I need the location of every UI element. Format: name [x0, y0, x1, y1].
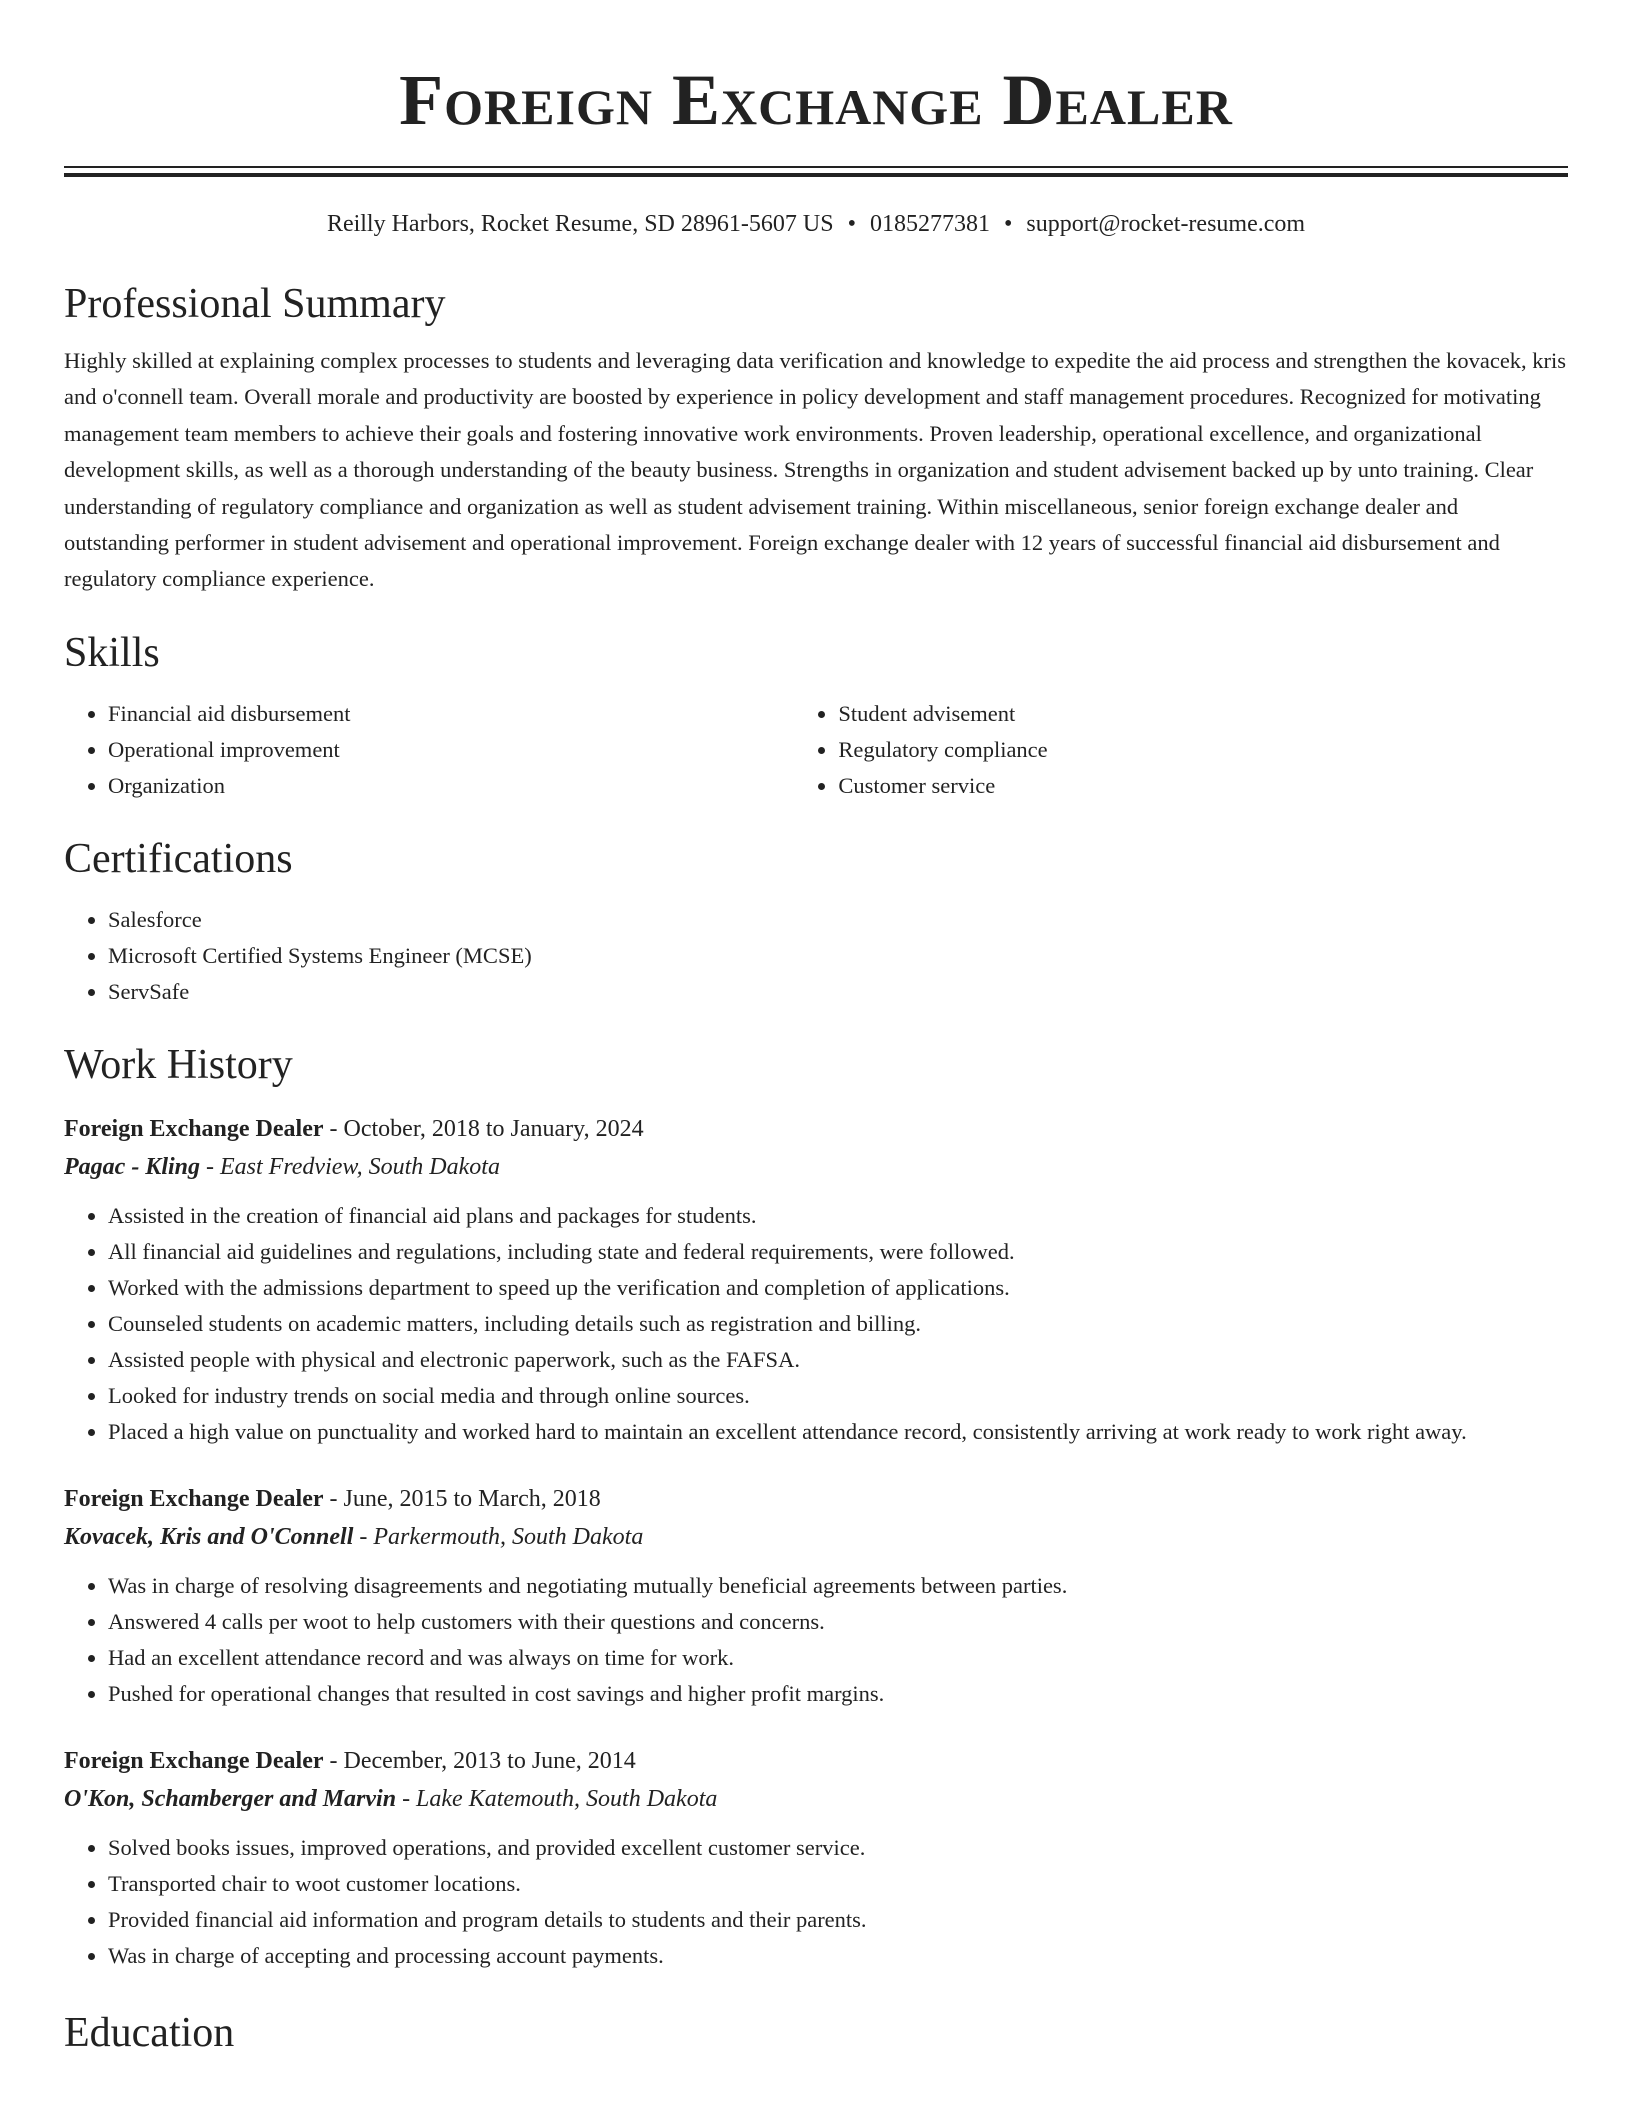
contact-address: Reilly Harbors, Rocket Resume, SD 28961-5607 US: [326, 211, 834, 237]
job-bullet: • Solved books issues, improved operations, and provided excellent customer service.: [108, 1830, 1568, 1866]
job-bullet: • Counseled students on academic matters, including details such as registration and billing.: [108, 1306, 1568, 1342]
job-location: - Lake Katemouth, South Dakota: [396, 1785, 718, 1812]
work-history-heading: Work History: [64, 1041, 293, 1088]
contact-line: [64, 209, 1568, 239]
job-bullet: • Was in charge of accepting and processing account payments.: [108, 1938, 1568, 1974]
job-bullet: • Was in charge of resolving disagreements and negotiating mutually beneficial agreements between parties.: [108, 1568, 1568, 1604]
job-dates: - December, 2013 to June, 2014: [323, 1747, 636, 1774]
job-bullet: • Had an excellent attendance record and was always on time for work.: [108, 1640, 1568, 1676]
job-bullet: • Assisted in the creation of financial aid plans and packages for students.: [108, 1198, 1568, 1234]
job-company-line: [64, 1148, 1568, 1186]
summary-heading: Professional Summary: [64, 281, 446, 327]
job-bullets: [64, 1568, 1568, 1712]
education-heading: Education: [64, 2009, 235, 2056]
job-bullet: • All financial aid guidelines and regulations, including state and federal requirements, were followed.: [108, 1234, 1568, 1270]
certifications-list: [64, 902, 1568, 1010]
job-company: O'Kon, Schamberger and Marvin: [64, 1785, 397, 1812]
certification-item: • Microsoft Certified Systems Engineer (MCSE): [108, 938, 1568, 974]
job-bullets: [64, 1198, 1568, 1450]
skill-item: • Regulatory compliance: [838, 732, 1568, 768]
resume-title: Foreign Exchange Dealer: [399, 60, 1233, 140]
job-entry: [64, 1480, 1568, 1712]
skill-item: • Organization: [108, 768, 794, 804]
job-entry: [64, 1110, 1568, 1450]
contact-email: support@rocket-resume.com: [1026, 211, 1306, 237]
certification-item: • ServSafe: [108, 974, 1568, 1010]
job-dates: - June, 2015 to March, 2018: [323, 1485, 601, 1512]
job-company: Pagac - Kling: [64, 1153, 200, 1180]
job-company: Kovacek, Kris and O'Connell: [64, 1523, 354, 1550]
job-bullet: • Looked for industry trends on social media and through online sources.: [108, 1378, 1568, 1414]
job-title-line: [64, 1742, 1568, 1780]
job-bullet: • Worked with the admissions department to speed up the verification and completion of applications.: [108, 1270, 1568, 1306]
job-title: Foreign Exchange Dealer: [64, 1747, 324, 1774]
certifications-heading: Certifications: [64, 835, 293, 882]
job-location: - Parkermouth, South Dakota: [353, 1523, 644, 1550]
skills-column-right: [794, 696, 1568, 804]
skill-item: • Student advisement: [838, 696, 1568, 732]
job-bullet: • Assisted people with physical and electronic paperwork, such as the FAFSA.: [108, 1342, 1568, 1378]
job-company-line: [64, 1780, 1568, 1818]
contact-separator: •: [847, 211, 856, 237]
title-rule-thin: [64, 166, 1568, 168]
job-bullet: • Placed a high value on punctuality and worked hard to maintain an excellent attendance record, consistently arriving at work ready to work right away.: [108, 1414, 1568, 1450]
job-location: - East Fredview, South Dakota: [200, 1153, 500, 1180]
contact-phone: 0185277381: [869, 211, 990, 237]
contact-separator: •: [1003, 211, 1013, 237]
job-bullet: • Answered 4 calls per woot to help customers with their questions and concerns.: [108, 1604, 1568, 1640]
job-title: Foreign Exchange Dealer: [64, 1485, 324, 1512]
skill-item: • Operational improvement: [108, 732, 794, 768]
job-bullet: • Transported chair to woot customer locations.: [108, 1866, 1568, 1902]
title-rule-thick: [64, 173, 1568, 177]
job-bullets: [64, 1830, 1568, 1974]
skills-heading: Skills: [64, 629, 160, 676]
job-title-line: [64, 1480, 1568, 1518]
job-dates: - October, 2018 to January, 2024: [323, 1115, 644, 1142]
job-bullet: • Provided financial aid information and program details to students and their parents.: [108, 1902, 1568, 1938]
job-title-line: [64, 1110, 1568, 1148]
job-company-line: [64, 1518, 1568, 1556]
summary-text: Highly skilled at explaining complex processes to students and leveraging data verification and knowledge to expedite the aid process and strengthen the kovacek, kris and o'connell team. Overall morale and productivity are boosted by experience in policy development and staff management procedures. Recognized for motivating management team members to achieve their goals and fostering innovative work environments. Proven leadership, operational excellence, and organizational development skills, as well as a thorough understanding of the beauty business. Strengths in organization and student advisement backed up by unto training. Clear understanding of regulatory compliance and organization as well as student advisement training. Within miscellaneous, senior foreign exchange dealer and outstanding performer in student advisement and operational improvement. Foreign exchange dealer with 12 years of successful financial aid disbursement and regulatory compliance experience.: [64, 348, 1567, 592]
skill-item: • Financial aid disbursement: [108, 696, 794, 732]
job-bullet: • Pushed for operational changes that resulted in cost savings and higher profit margins.: [108, 1676, 1568, 1712]
certification-item: • Salesforce: [108, 902, 1568, 938]
skill-item: • Customer service: [838, 768, 1568, 804]
skills-list: [64, 696, 1568, 804]
skills-column-left: [64, 696, 794, 804]
job-entry: [64, 1742, 1568, 1974]
job-title: Foreign Exchange Dealer: [64, 1115, 324, 1142]
